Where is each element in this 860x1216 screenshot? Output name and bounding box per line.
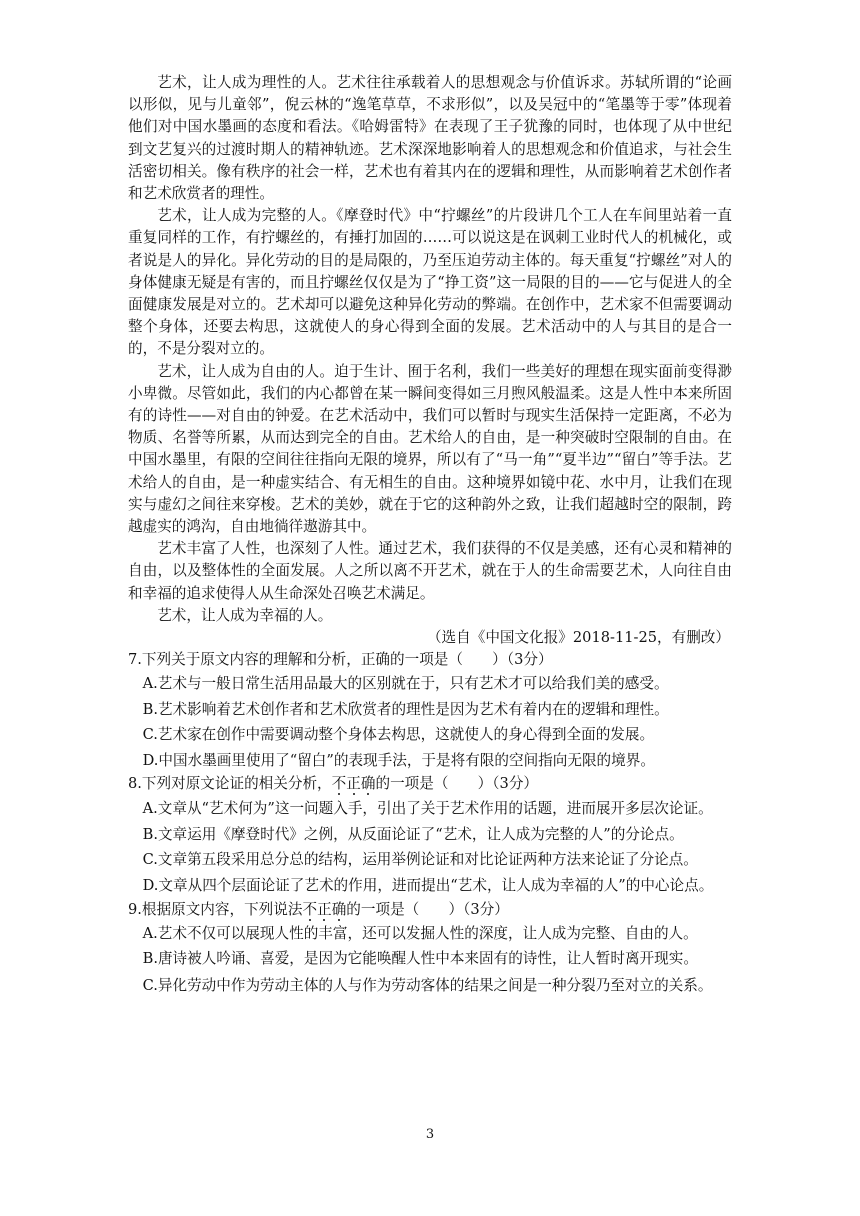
question-7-option-a: A.艺术与一般日常生活用品最大的区别就在于，只有艺术才可以给我们美的感受。 (142, 675, 669, 693)
emphasis-dot-char: 正 (346, 775, 361, 793)
question-7-stem: 7.下列关于原文内容的理解和分析，正确的一项是（ ）（3分） (128, 651, 553, 669)
question-9-stem-start: 9.根据原文内容，下列说法 (128, 900, 303, 918)
question-9-option-a: A.艺术不仅可以展现人性的丰富，还可以发掘人性的深度，让人成为完整、自由的人。 (142, 924, 698, 942)
question-8-stem-start: 8.下列对原文论证的相关分析， (128, 775, 332, 793)
question-8 (128, 773, 732, 897)
question-8-stem (128, 773, 732, 795)
page-number: 3 (425, 1127, 435, 1142)
question-9-option-b: B.唐诗被人吟诵、喜爱，是因为它能唤醒人性中本来固有的诗性，让人暂时离开现实。 (142, 950, 698, 968)
article-body (128, 72, 732, 649)
question-9-stem (128, 899, 732, 921)
emphasis-dot-char: 不 (331, 775, 347, 793)
question-9 (128, 899, 732, 997)
emphasis-dot-char: 正 (317, 900, 332, 918)
question-7-option-b: B.艺术影响着艺术创作者和艺术欣赏者的理性是因为艺术有着内在的逻辑和理性。 (142, 700, 669, 718)
question-7-option-c: C.艺术家在创作中需要调动整个身体去构思，这就使人的身心得到全面的发展。 (142, 726, 655, 744)
article-paragraph-2: 艺术，让人成为完整的人。《摩登时代》中“拧螺丝”的片段讲几个工人在车间里站着一直重复同样的工作，有拧螺丝的，有捶打加固的……可以说这是在讽刺工业时代人的机械化，或者说是人的异化。异化劳动的目的是局限的，乃至压迫劳动主体的。每天重复“拧螺丝”对人的身体健康无疑是有害的，而且拧螺丝仅仅是为了“挣工资”这一局限的目的——它与促进人的全面健康发展是对立的。艺术却可以避免这种异化劳动的弊端。在创作中，艺术家不但需要调动整个身体，还要去构思，这就使人的身心得到全面的发展。艺术活动中的人与其目的是合一的，不是分裂对立的。 (128, 207, 733, 358)
article-paragraph-4: 艺术丰富了人性，也深刻了人性。通过艺术，我们获得的不仅是美感，还有心灵和精神的自由，以及整体性的全面发展。人之所以离不开艺术，就在于人的生命需要艺术，人向往自由和幸福的追求使得人从生命深处召唤艺术满足。 (128, 540, 732, 602)
question-8-option-c: C.文章第五段采用总分总的结构，运用举例论证和对比论证两种方法来论证了分论点。 (142, 850, 698, 868)
question-7-option-d: D.中国水墨画里使用了“留白”的表现手法，于是将有限的空间指向无限的境界。 (142, 751, 655, 769)
article-source: （选自《中国文化报》2018-11-25，有删改） (426, 629, 730, 647)
question-7 (128, 649, 732, 773)
question-8-stem-end: 的一项是（ ）（3分） (375, 775, 539, 793)
question-9-stem-end: 的一项是（ ）（3分） (346, 900, 509, 918)
article-paragraph-5: 艺术，让人成为幸福的人。 (157, 606, 333, 624)
question-9-option-c: C.异化劳动中作为劳动主体的人与作为劳动客体的结果之间是一种分裂乃至对立的关系。 (142, 976, 713, 994)
page-content (128, 72, 732, 998)
article-paragraph-3: 艺术，让人成为自由的人。迫于生计、囿于名利，我们一些美好的理想在现实面前变得渺小卑微。尽管如此，我们的内心都曾在某一瞬间变得如三月煦风般温柔。这是人性中本来所固有的诗性——对自由的钟爱。在艺术活动中，我们可以暂时与现实生活保持一定距离，不必为物质、名誉等所累，从而达到完全的自由。艺术给人的自由，是一种突破时空限制的自由。在中国水墨里，有限的空间往往指向无限的境界，所以有了“马一角”“夏半边”“留白”等手法。艺术给人的自由，是一种虚实结合、有无相生的自由。这种境界如镜中花、水中月，让我们在现实与虚幻之间往来穿梭。艺术的美妙，就在于它的这种韵外之致，让我们超越时空的限制，跨越虚实的鸿沟，自由地徜徉遨游其中。 (128, 362, 732, 536)
emphasis-dot-char: 确 (360, 775, 376, 793)
question-8-option-d: D.文章从四个层面论证了艺术的作用，进而提出“艺术，让人成为幸福的人”的中心论点。 (142, 877, 714, 895)
emphasis-dot-char: 不 (302, 900, 318, 918)
question-8-option-b: B.文章运用《摩登时代》之例，从反面论证了“艺术，让人成为完整的人”的分论点。 (142, 825, 684, 843)
emphasis-dot-char: 确 (331, 900, 347, 918)
question-8-option-a: A.文章从“艺术何为”这一问题入手，引出了关于艺术作用的话题，进而展开多层次论证。 (142, 800, 713, 818)
article-paragraph-1: 艺术，让人成为理性的人。艺术往往承载着人的思想观念与价值诉求。苏轼所谓的“论画以形似，见与儿童邻”，倪云林的“逸笔草草，不求形似”，以及吴冠中的“笔墨等于零”体现着他们对中国水墨画的态度和看法。《哈姆雷特》在表现了王子犹豫的同时，也体现了从中世纪到文艺复兴的过渡时期人的精神轨迹。艺术深深地影响着人的思想观念和价值追求，与社会生活密切相关。像有秩序的社会一样，艺术也有着其内在的逻辑和理性，从而影响着艺术创作者和艺术欣赏者的理性。 (128, 74, 732, 203)
